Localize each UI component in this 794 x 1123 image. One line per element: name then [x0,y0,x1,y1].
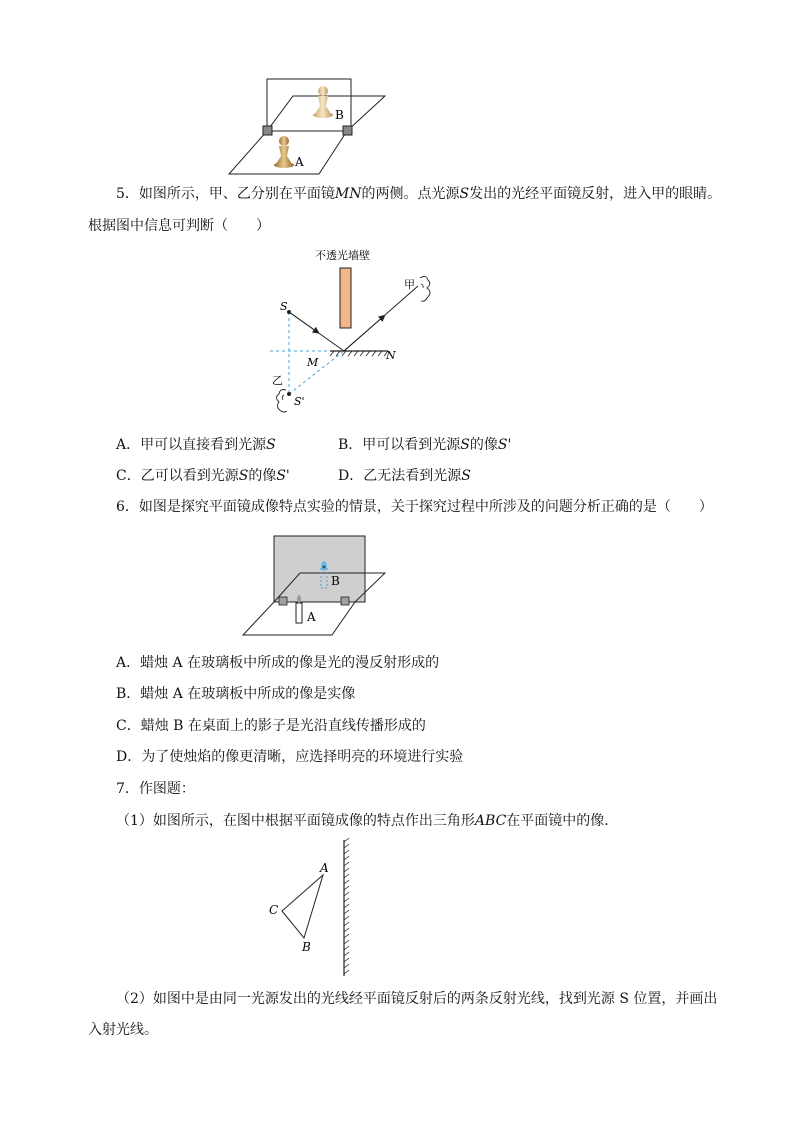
pawn-a-icon [274,136,294,168]
opaque-wall [340,268,351,328]
q6-option-b: B．蜡烛 A 在玻璃板中所成的像是实像 [116,686,356,702]
pawn-b-label: B [335,108,344,122]
q5-option-c: C．乙可以看到光源S的像S' [116,468,290,484]
pawn-b-icon [313,86,333,118]
triangle-label-a: A [320,861,329,875]
candle-a-label: A [307,610,316,624]
eye-yi-icon [277,390,288,413]
triangle-label-c: C [269,903,279,917]
label-yi: 乙 [272,374,283,387]
label-jia: 甲 [404,278,415,291]
q5-option-b: B．甲可以看到光源S的像S' [338,437,512,453]
pawn-mirror-figure [225,74,395,180]
q6-option-d: D．为了使烛焰的像更清晰，应选择明亮的环境进行实验 [116,749,464,765]
triangle-label-b: B [302,940,311,954]
label-m: M [307,356,319,369]
q7-part1: （1）如图所示，在图中根据平面镜成像的特点作出三角形ABC在平面镜中的像． [116,813,619,829]
label-s: S [280,300,288,313]
q6-stem: 6．如图是探究平面镜成像特点实验的情景，关于探究过程中所涉及的问题分析正确的是（ ） [116,499,713,515]
q7-part2-line2: 入射光线。 [88,1022,158,1038]
mirror-reflection-figure [260,244,460,416]
pawn-a-label: A [295,155,304,169]
triangle-mirror-figure [262,838,362,980]
label-s-prime: S' [294,395,305,408]
q6-option-a: A．蜡烛 A 在玻璃板中所成的像是光的漫反射形成的 [116,655,440,671]
q7-title: 7．作图题： [116,781,195,797]
eye-jia-icon [420,276,430,301]
wall-label: 不透光墙壁 [315,249,370,262]
candle-glass-figure [240,533,390,639]
triangle-abc [282,875,323,938]
label-n: N [386,349,396,362]
q6-option-c: C．蜡烛 B 在桌面上的影子是光沿直线传播形成的 [116,718,426,734]
q5-option-a: A．甲可以直接看到光源S [116,437,276,453]
candle-b-label: B [331,574,340,588]
q5-stem-line1: 5．如图所示，甲、乙分别在平面镜MN的两侧。点光源S发出的光经平面镜反射，进入甲的眼睛。 [116,186,722,202]
q7-part2-line1: （2）如图中是由同一光源发出的光线经平面镜反射后的两条反射光线，找到光源 S 位置，并画出 [116,991,718,1007]
q5-option-d: D．乙无法看到光源S [338,468,471,484]
q5-stem-line2: 根据图中信息可判断（ ） [88,218,270,234]
